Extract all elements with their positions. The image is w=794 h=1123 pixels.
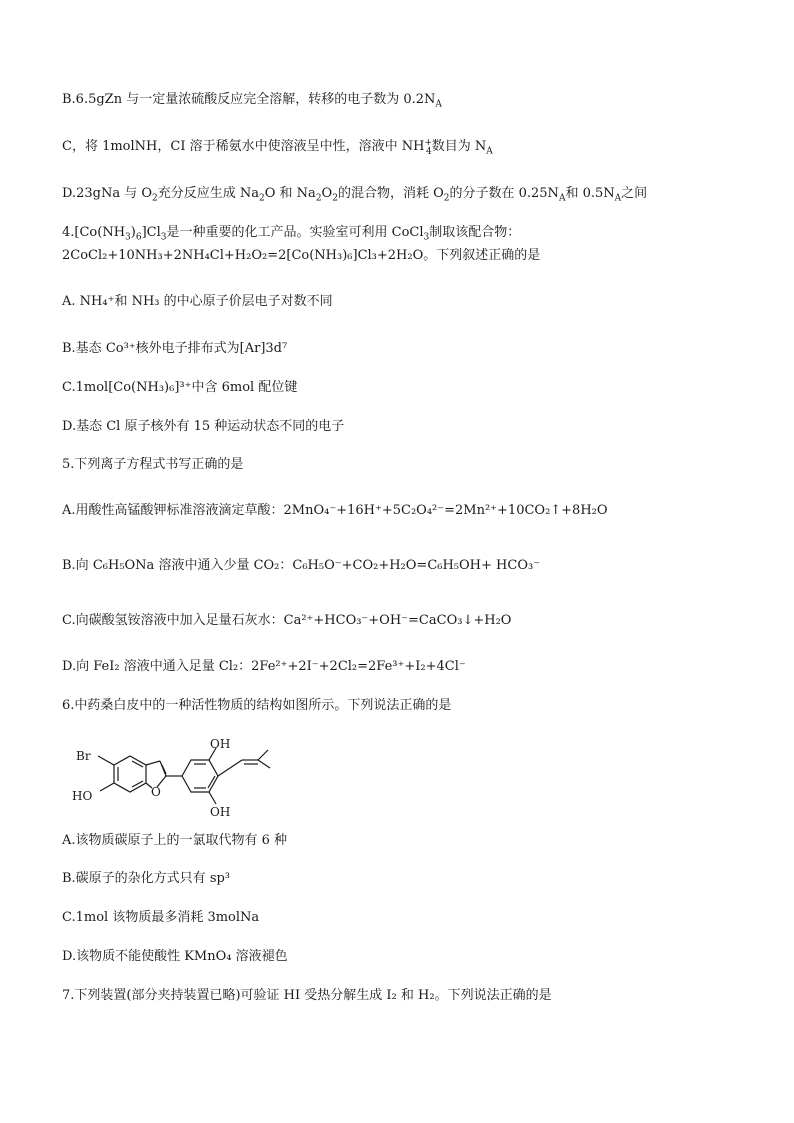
q3-option-b: B.6.5gZn 与一定量浓硫酸反应完全溶解，转移的电子数为 $0.2N_A$ [62,92,442,110]
q6-stem: 6.中药桑白皮中的一种活性物质的结构如图所示。下列说法正确的是 [62,698,452,713]
q6-option-b: B.碳原子的杂化方式只有 sp³ [62,871,231,886]
q4-option-a: A. NH₄⁺和 NH₃ 的中心原子价层电子对数不同 [62,294,333,309]
q6-option-c: C.1mol 该物质最多消耗 3molNa [62,910,260,925]
q4-option-c: C.1mol[Co(NH₃)₆]³⁺中含 6mol 配位键 [62,380,298,395]
q4-option-b: B.基态 Co³⁺核外电子排布式为[Ar]3d⁷ [62,341,288,356]
q5-stem: 5.下列离子方程式书写正确的是 [62,457,244,472]
q4-equation: 2CoCl₂+10NH₃+2NH₄Cl+H₂O₂=2[Co(NH₃)₆]Cl₃+2H₂O。下列叙述正确的是 [62,248,541,263]
q6-option-d: D.该物质不能使酸性 KMnO₄ 溶液褪色 [62,949,288,964]
q5-option-a: A.用酸性高锰酸钾标准溶液滴定草酸：2MnO₄⁻+16H⁺+5C₂O₄²⁻=2Mn²⁺+10CO₂↑+8H₂O [62,503,608,518]
q7-stem: 7.下列装置(部分夹持装置已略)可验证 HI 受热分解生成 I₂ 和 H₂。下列说法正确的是 [62,988,552,1003]
furan-o-label: O [151,785,161,799]
q4-option-d: D.基态 Cl 原子核外有 15 种运动状态不同的电子 [62,419,345,434]
ho-label: HO [72,789,93,803]
q5-option-d: D.向 FeI₂ 溶液中通入足量 Cl₂：2Fe²⁺+2I⁻+2Cl₂=2Fe³⁺+I₂+4Cl⁻ [62,659,466,674]
q3-option-c: C，将 1molNH，CI 溶于稀氨水中使溶液呈中性，溶液中 $NH^+_4$数目为 $N_A$ [62,137,493,157]
q5-option-b: B.向 C₆H₅ONa 溶液中通入少量 CO₂：C₆H₅O⁻+CO₂+H₂O=C₆H₅OH+ HCO₃⁻ [62,558,541,573]
oh-top-label: OH [210,738,231,751]
br-label: Br [76,749,91,763]
oh-bottom-label: OH [210,805,231,819]
q4-stem: $4.[Co(NH_3)_6]Cl_3$是一种重要的化工产品。实验室可利用 CoCl$_3$制取该配合物： [62,225,521,243]
molecular-structure-diagram [60,738,360,838]
q5-option-c: C.向碳酸氢铵溶液中加入足量石灰水：Ca²⁺+HCO₃⁻+OH⁻=CaCO₃↓+H₂O [62,613,512,628]
q6-option-a: A.该物质碳原子上的一氯取代物有 6 种 [62,833,288,848]
q3-option-d: D.23gNa 与 $O_2$充分反应生成 $Na_2O$ 和 $Na_2O_2$的混合物，消耗 $O_2$的分子数在 $0.25N_A$和 $0.5N_A$之间 [62,186,648,204]
